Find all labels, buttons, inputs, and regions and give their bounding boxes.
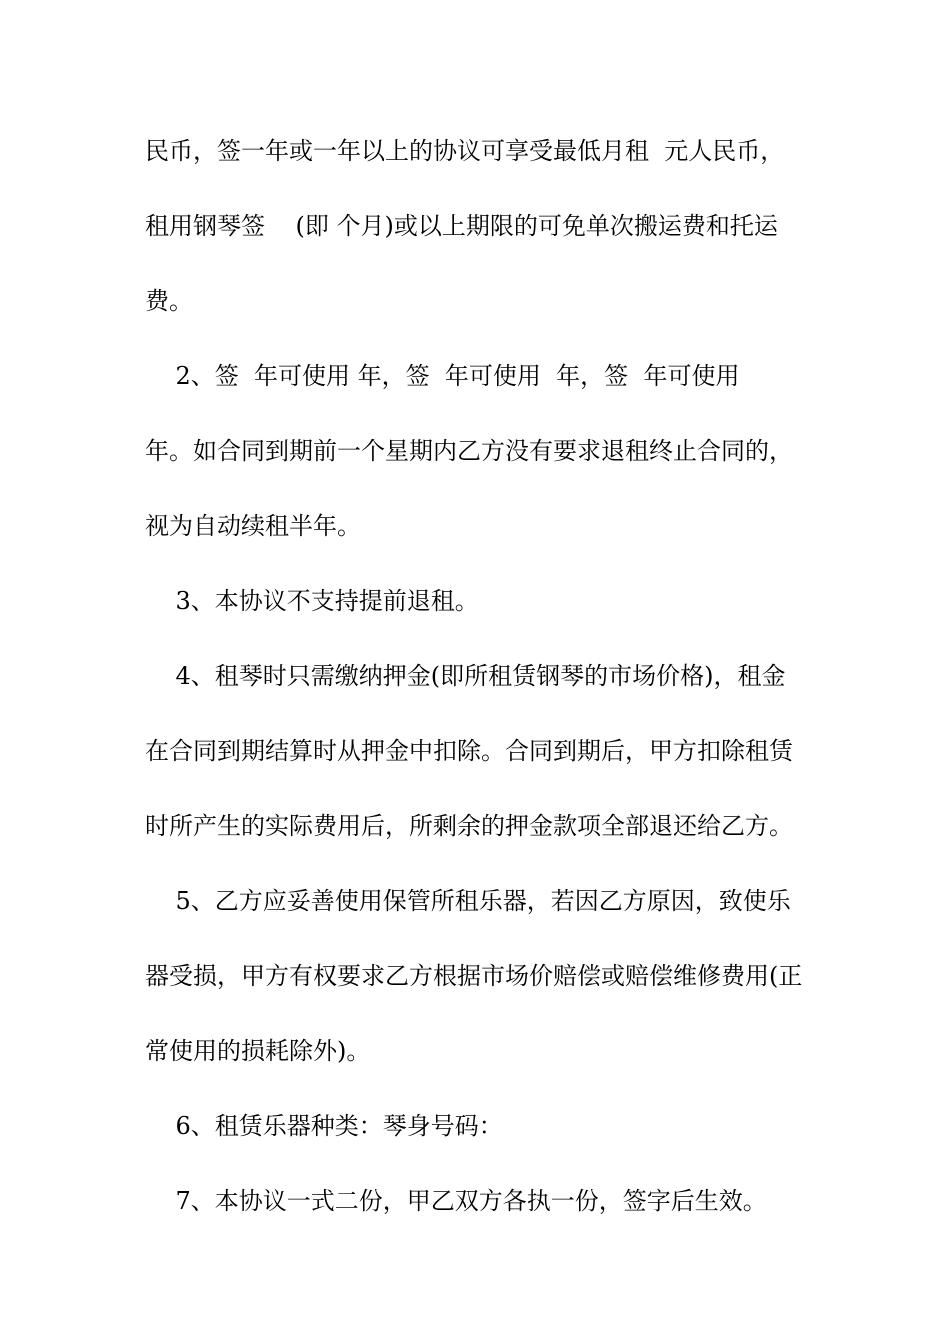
text-line-5: 年。如合同到期前一个星期内乙方没有要求退租终止合同的， <box>145 437 793 465</box>
text-line-8: 4、租琴时只需缴纳押金(即所租赁钢琴的市场价格)，租金 <box>145 662 786 690</box>
text-line-11: 5、乙方应妥善使用保管所租乐器，若因乙方原因，致使乐 <box>145 887 791 915</box>
text-line-7: 3、本协议不支持提前退租。 <box>145 587 479 615</box>
text-line-15: 7、本协议一式二份，甲乙双方各执一份，签字后生效。 <box>145 1187 767 1215</box>
text-line-9: 在合同到期结算时从押金中扣除。合同到期后，甲方扣除租赁 <box>145 737 793 765</box>
text-line-12: 器受损，甲方有权要求乙方根据市场价赔偿或赔偿维修费用(正 <box>145 962 803 990</box>
text-line-10: 时所产生的实际费用后，所剩余的押金款项全部退还给乙方。 <box>145 812 793 840</box>
text-line-4: 2、签 年可使用 年，签 年可使用 年，签 年可使用 <box>145 362 740 390</box>
text-line-13: 常使用的损耗除外)。 <box>145 1037 371 1065</box>
text-line-3: 费。 <box>145 287 193 315</box>
text-line-14: 6、租赁乐器种类：琴身号码： <box>145 1112 503 1140</box>
text-line-2: 租用钢琴签 (即 个月)或以上期限的可免单次搬运费和托运 <box>145 212 778 240</box>
text-line-1: 民币，签一年或一年以上的协议可享受最低月租 元人民币， <box>145 137 785 165</box>
text-line-6: 视为自动续租半年。 <box>145 512 361 540</box>
